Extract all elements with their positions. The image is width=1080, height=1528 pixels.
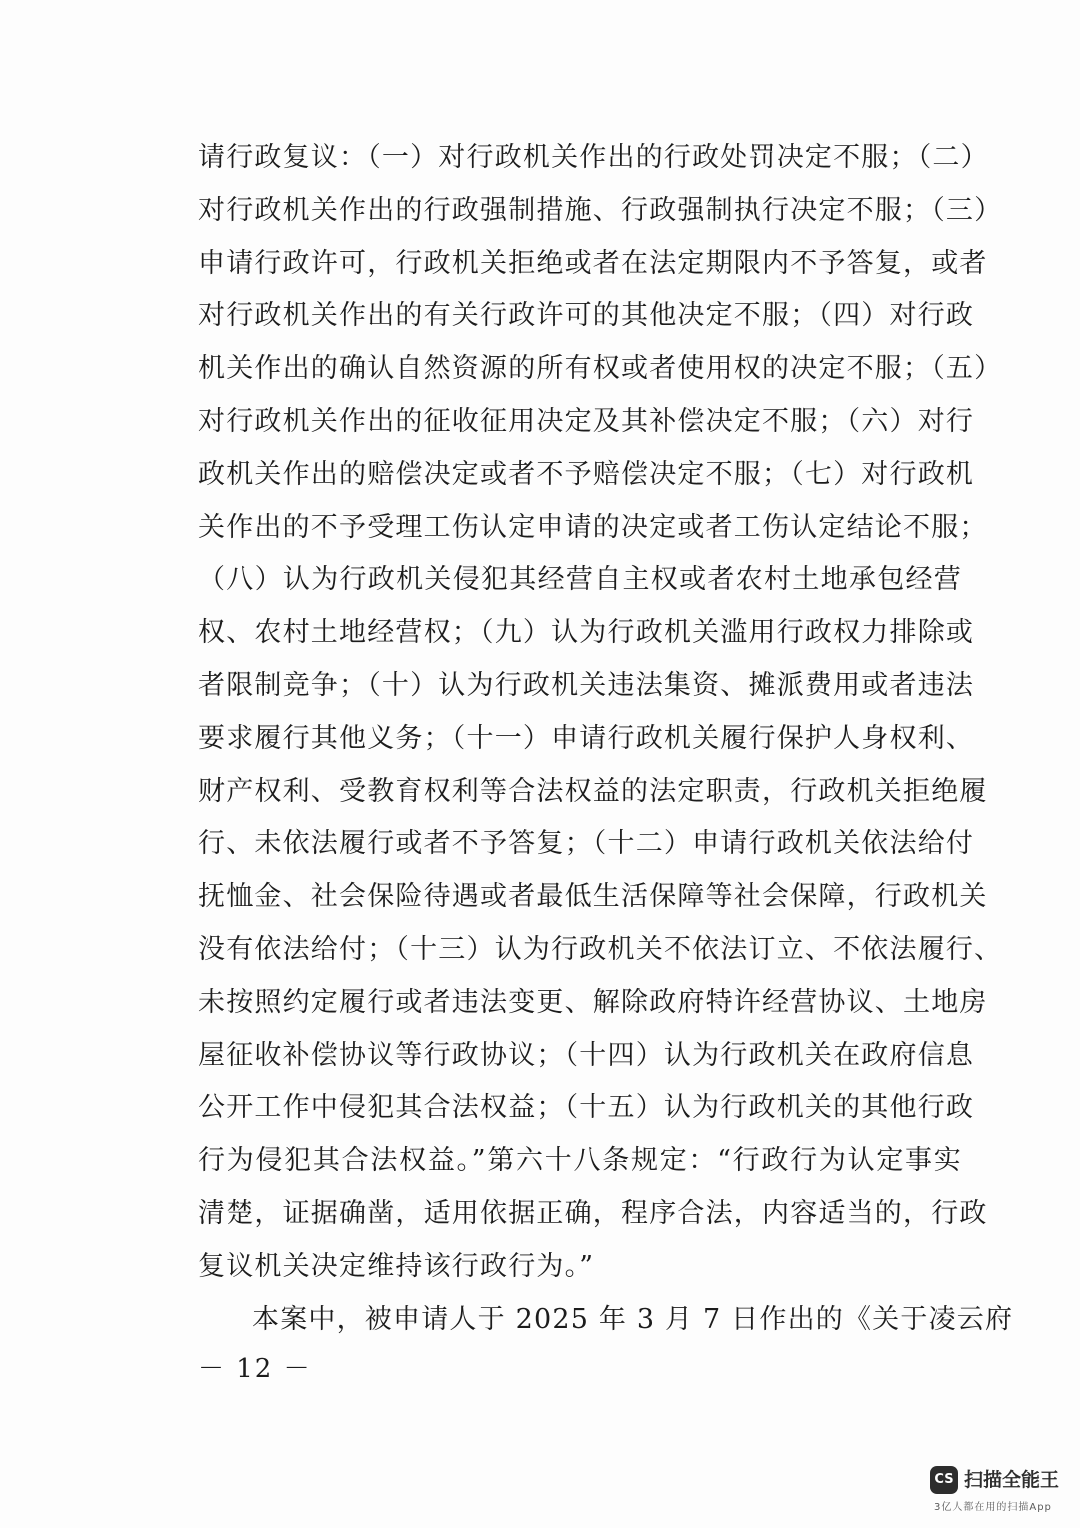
camscanner-logo-icon: CS <box>930 1466 958 1494</box>
text-line-8: 关作出的不予受理工伤认定申请的决定或者工伤认定结论不服； <box>198 511 988 543</box>
watermark-tagline: 3亿人都在用的扫描App <box>934 1502 1052 1513</box>
text-line-13: 财产权利、受教育权利等合法权益的法定职责，行政机关拒绝履 <box>198 775 988 807</box>
text-line-21: 清楚，证据确凿，适用依据正确，程序合法，内容适当的，行政 <box>198 1197 988 1229</box>
scanner-watermark <box>930 1462 1070 1518</box>
text-line-20: 行为侵犯其合法权益。”第六十八条规定：“行政行为认定事实 <box>198 1145 962 1177</box>
text-line-7: 政机关作出的赔偿决定或者不予赔偿决定不服；（七）对行政机 <box>198 458 975 490</box>
text-line-9: （八）认为行政机关侵犯其经营自主权或者农村土地承包经营 <box>198 564 962 596</box>
text-line-14: 行、未依法履行或者不予答复；（十二）申请行政机关依法给付 <box>198 828 975 860</box>
text-line-5: 机关作出的确认自然资源的所有权或者使用权的决定不服；（五） <box>198 353 1003 385</box>
text-line-1: 请行政复议：（一）对行政机关作出的行政处罚决定不服；（二） <box>198 142 989 173</box>
document-body <box>198 132 1014 1346</box>
text-line-19: 公开工作中侵犯其合法权益；（十五）认为行政机关的其他行政 <box>198 1092 975 1124</box>
text-line-16: 没有依法给付；（十三）认为行政机关不依法订立、不依法履行、 <box>198 933 1003 965</box>
watermark-app-name: 扫描全能王 <box>964 1469 1060 1491</box>
text-line-18: 屋征收补偿协议等行政协议；（十四）认为行政机关在政府信息 <box>198 1039 975 1071</box>
text-line-12: 要求履行其他义务；（十一）申请行政机关履行保护人身权利、 <box>198 722 975 754</box>
text-line-3: 申请行政许可，行政机关拒绝或者在法定期限内不予答复，或者 <box>198 247 988 279</box>
text-line-15: 抚恤金、社会保险待遇或者最低生活保障等社会保障，行政机关 <box>198 881 988 913</box>
text-line-2: 对行政机关作出的行政强制措施、行政强制执行决定不服；（三） <box>198 194 1003 226</box>
text-line-22: 复议机关决定维持该行政行为。” <box>198 1250 595 1282</box>
text-line-17: 未按照约定履行或者违法变更、解除政府特许经营协议、土地房 <box>198 986 988 1018</box>
text-line-10: 权、农村土地经营权；（九）认为行政机关滥用行政权力排除或 <box>198 617 975 649</box>
text-line-6: 对行政机关作出的征收征用决定及其补偿决定不服；（六）对行 <box>198 405 975 437</box>
text-line-11: 者限制竞争；（十）认为行政机关违法集资、摊派费用或者违法 <box>198 669 975 701</box>
paragraph-start-line: 本案中，被申请人于 2025 年 3 月 7 日作出的《关于凌云府 <box>252 1303 1014 1335</box>
page-number: － 12 － <box>198 1354 312 1384</box>
text-line-4: 对行政机关作出的有关行政许可的其他决定不服；（四）对行政 <box>198 300 975 332</box>
